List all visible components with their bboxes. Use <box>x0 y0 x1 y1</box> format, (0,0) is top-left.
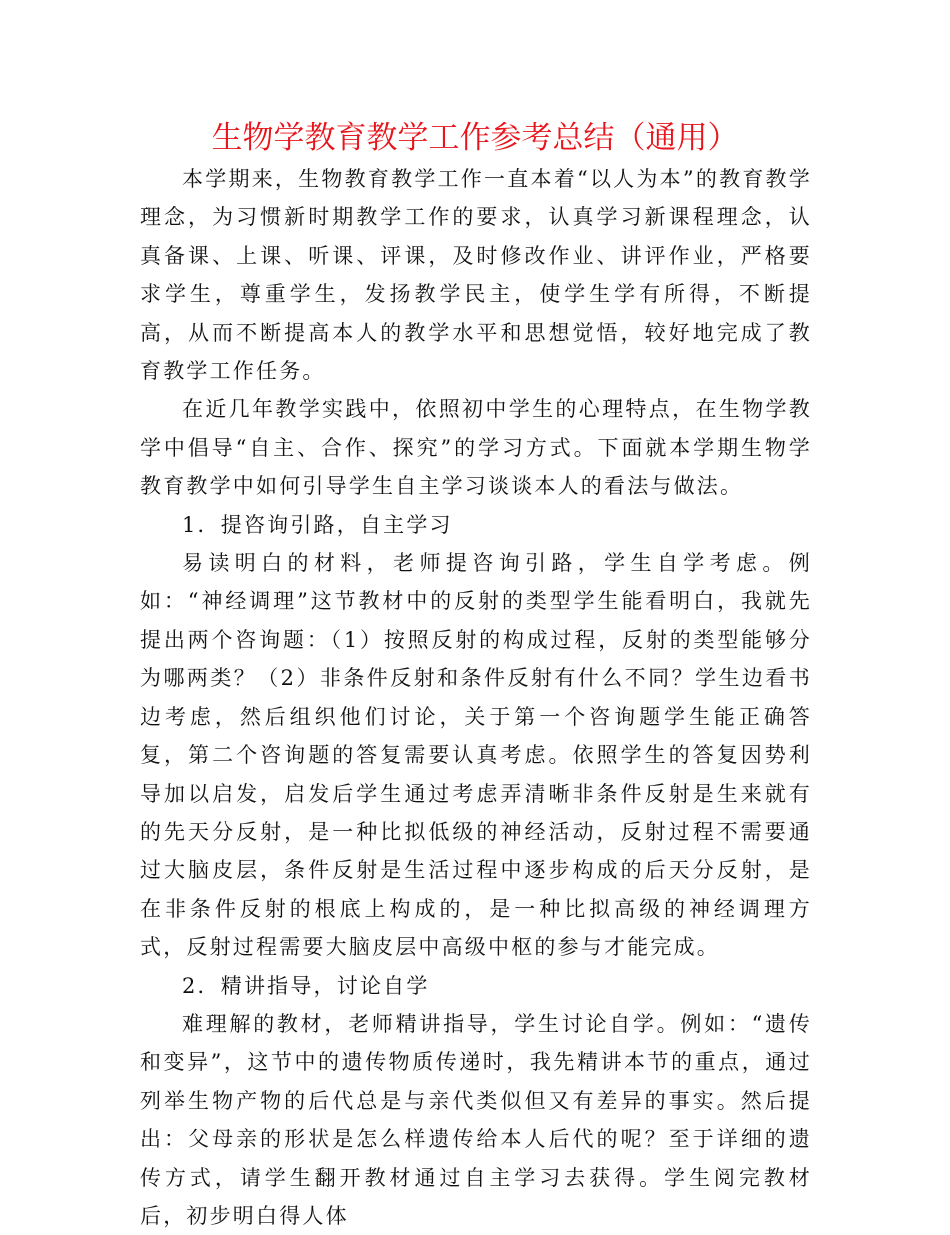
paragraph-section-1: 易读明白的材料，老师提咨询引路，学生自学考虑。例如：“神经调理”这节教材中的反射的类型学生能看明白，我就先提出两个咨询题：（1）按照反射的构成过程，反射的类型能够分为哪两类？（2）非条件反射和条件反射有什么不同？学生边看书边考虑，然后组织他们讨论，关于第一个咨询题学生能正确答复，第二个咨询题的答复需要认真考虑。依照学生的答复因势利导加以启发，启发后学生通过考虑弄清晰非条件反射是生来就有的先天分反射，是一种比拟低级的神经活动，反射过程不需要通过大脑皮层，条件反射是生活过程中逐步构成的后天分反射，是在非条件反射的根底上构成的，是一种比拟高级的神经调理方式，反射过程需要大脑皮层中高级中枢的参与才能完成。 <box>140 551 812 960</box>
section-heading-2: 2．精讲指导，讨论自学 <box>182 973 430 998</box>
paragraph-intro: 本学期来，生物教育教学工作一直本着“以人为本”的教育教学理念，为习惯新时期教学工作的要求，认真学习新课程理念，认真备课、上课、听课、评课，及时修改作业、讲评作业，严格要求学生，尊重学生，发扬教学民主，使学生学有所得，不断提高，从而不断提高本人的教学水平和思想觉悟，较好地完成了教育教学工作任务。 <box>140 167 812 384</box>
section-heading-1: 1．提咨询引路，自主学习 <box>182 512 453 537</box>
document-body <box>140 160 812 1235</box>
document-title: 生物学教育教学工作参考总结（通用） <box>211 120 739 156</box>
paragraph-practice: 在近几年教学实践中，依照初中学生的心理特点，在生物学教学中倡导“自主、合作、探究”的学习方式。下面就本学期生物学教育教学中如何引导学生自主学习谈谈本人的看法与做法。 <box>140 397 812 499</box>
paragraph-section-2: 难理解的教材，老师精讲指导，学生讨论自学。例如：“遗传和变异”，这节中的遗传物质传递时，我先精讲本节的重点，通过列举生物产物的后代总是与亲代类似但又有差异的事实。然后提出：父母亲的形状是怎么样遗传给本人后代的呢？至于详细的遗传方式，请学生翻开教材通过自主学习去获得。学生阅完教材后，初步明白得人体 <box>140 1011 812 1228</box>
